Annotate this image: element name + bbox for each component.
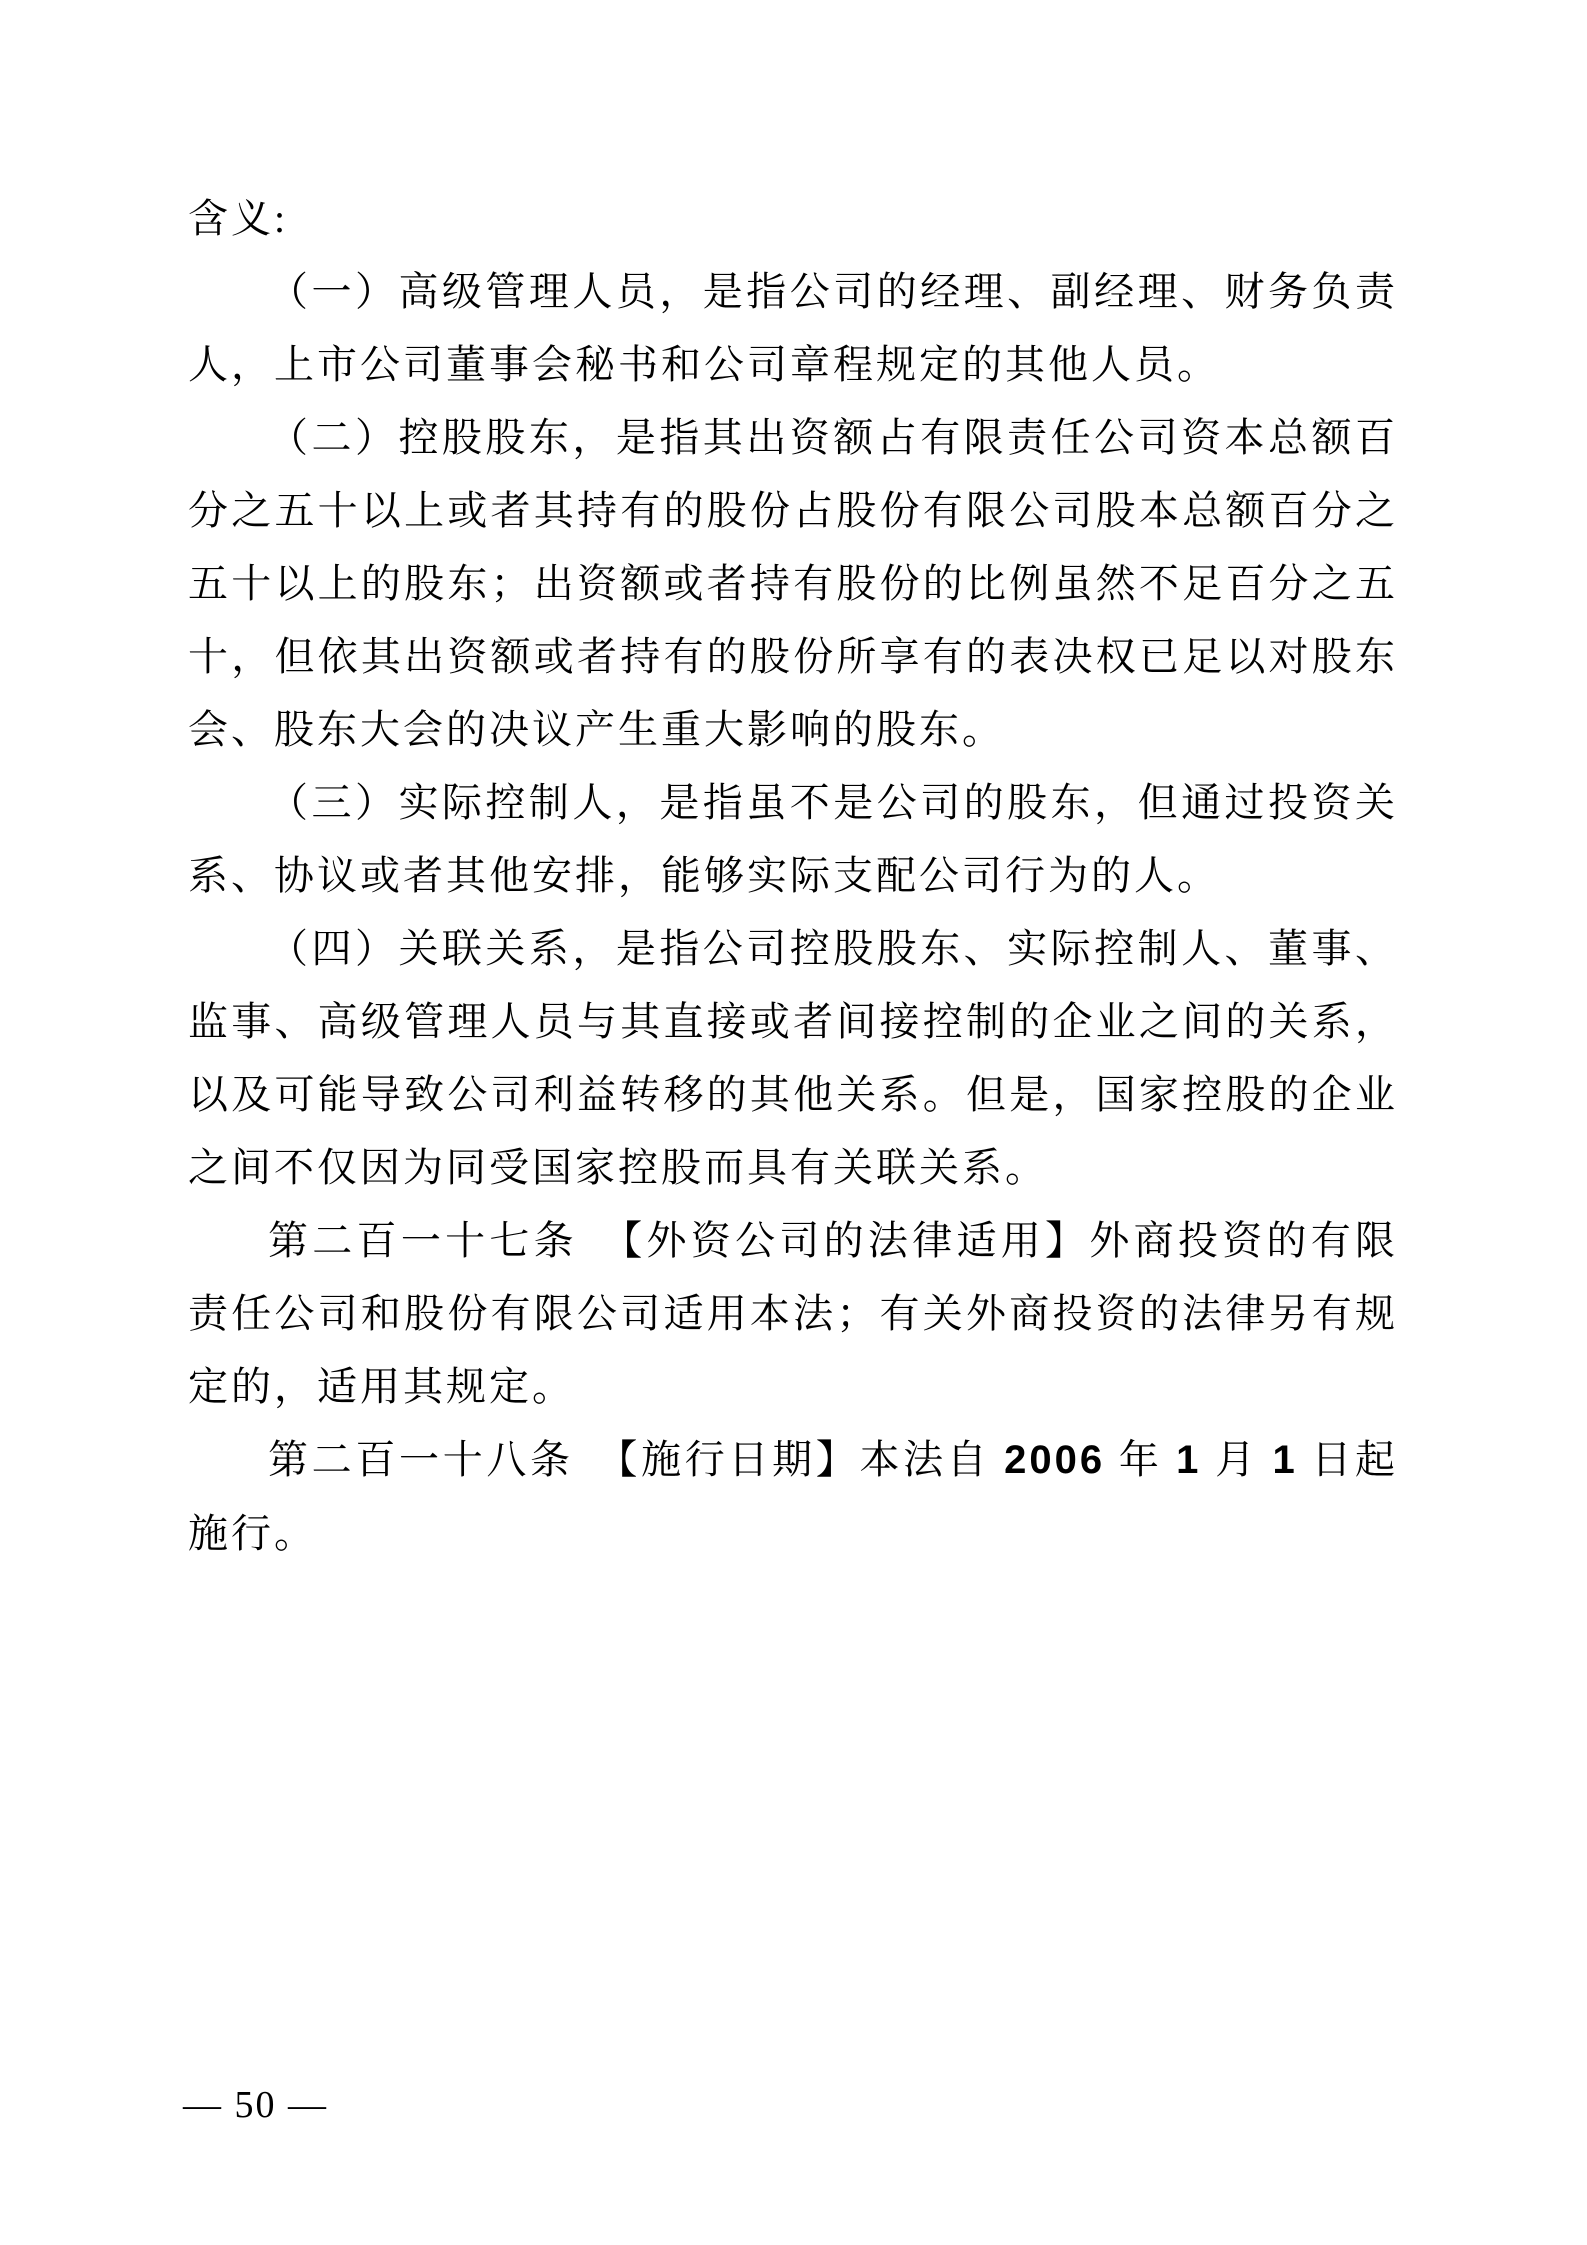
page-footer xyxy=(183,2083,328,2127)
paragraph xyxy=(188,912,1398,1204)
article-title: 【施行日期】 xyxy=(617,1437,860,1482)
article-body: 年 xyxy=(1105,1437,1177,1482)
date-year: 2006 xyxy=(1004,1438,1106,1482)
article-title: 【外资公司的法律适用】 xyxy=(622,1218,1090,1263)
document-body xyxy=(188,182,1398,1570)
item-text: （一）高级管理人员，是指公司的经理、副经理、财务负责人，上市公司董事会秘书和公司章程规定的其他人员。 xyxy=(188,269,1398,387)
page-number: — 50 — xyxy=(183,2084,328,2126)
item-text: （三）实际控制人，是指虽不是公司的股东，但通过投资关系、协议或者其他安排，能够实际支配公司行为的人。 xyxy=(188,780,1398,898)
article-body: 日起施行。 xyxy=(188,1437,1399,1556)
article-body: 本法自 xyxy=(859,1437,1005,1482)
article-number: 第二百一十八条 xyxy=(268,1437,574,1482)
date-day: 1 xyxy=(1272,1438,1298,1482)
item-text: （二）控股股东，是指其出资额占有限责任公司资本总额百分之五十以上或者其持有的股份占股份有限公司股本总额百分之五十以上的股东；出资额或者持有股份的比例虽然不足百分之五十，但依其出资额或者持有的股份所享有的表决权已足以对股东会、股东大会的决议产生重大影响的股东。 xyxy=(188,415,1398,752)
spacer xyxy=(574,1437,618,1482)
date-month: 1 xyxy=(1176,1438,1202,1482)
article-number: 第二百一十七条 xyxy=(268,1218,578,1263)
paragraph xyxy=(188,182,1398,255)
paragraph xyxy=(188,401,1398,766)
paragraph xyxy=(188,1204,1398,1423)
article-body: 月 xyxy=(1201,1437,1273,1482)
item-text: （四）关联关系，是指公司控股股东、实际控制人、董事、监事、高级管理人员与其直接或者间接控制的企业之间的关系，以及可能导致公司利益转移的其他关系。但是，国家控股的企业之间不仅因为同受国家控股而具有关联关系。 xyxy=(188,926,1398,1190)
continuation-text: 含义: xyxy=(188,196,289,241)
paragraph xyxy=(188,255,1398,401)
spacer xyxy=(578,1218,622,1263)
article-body: 外商投资的有限责任公司和股份有限公司适用本法；有关外商投资的法律另有规定的，适用其规定。 xyxy=(188,1218,1399,1409)
paragraph xyxy=(188,1423,1398,1570)
paragraph xyxy=(188,766,1398,912)
